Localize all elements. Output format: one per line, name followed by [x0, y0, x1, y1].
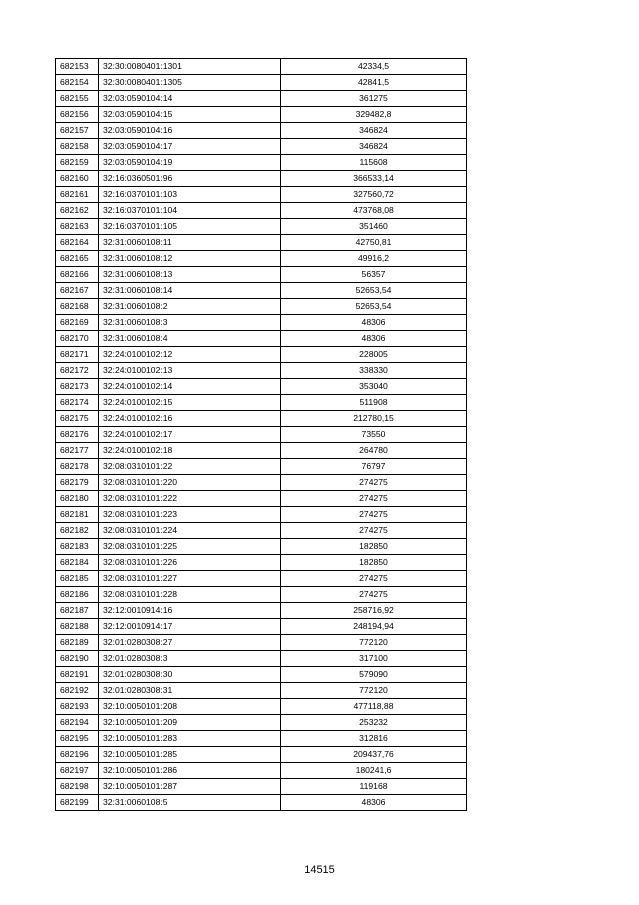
cadastral-number-cell: 32:12:0010914:17 [99, 619, 281, 635]
row-number-cell: 682160 [56, 171, 99, 187]
row-number-cell: 682168 [56, 299, 99, 315]
table-row [56, 571, 467, 587]
value-cell: 361275 [281, 91, 467, 107]
row-number-cell: 682196 [56, 747, 99, 763]
value-cell: 274275 [281, 587, 467, 603]
row-number-cell: 682174 [56, 395, 99, 411]
row-number-cell: 682153 [56, 59, 99, 75]
row-number-cell: 682171 [56, 347, 99, 363]
row-number-cell: 682191 [56, 667, 99, 683]
cadastral-number-cell: 32:03:0590104:16 [99, 123, 281, 139]
table-row [56, 619, 467, 635]
cadastral-number-cell: 32:31:0060108:2 [99, 299, 281, 315]
cadastral-number-cell: 32:31:0060108:13 [99, 267, 281, 283]
value-cell: 119168 [281, 779, 467, 795]
cadastral-number-cell: 32:10:0050101:283 [99, 731, 281, 747]
row-number-cell: 682178 [56, 459, 99, 475]
row-number-cell: 682167 [56, 283, 99, 299]
row-number-cell: 682197 [56, 763, 99, 779]
row-number-cell: 682180 [56, 491, 99, 507]
cadastral-number-cell: 32:24:0100102:16 [99, 411, 281, 427]
table-row [56, 139, 467, 155]
cadastral-number-cell: 32:24:0100102:15 [99, 395, 281, 411]
table-row [56, 331, 467, 347]
cadastral-number-cell: 32:16:0370101:105 [99, 219, 281, 235]
cadastral-number-cell: 32:24:0100102:18 [99, 443, 281, 459]
row-number-cell: 682165 [56, 251, 99, 267]
cadastral-number-cell: 32:08:0310101:223 [99, 507, 281, 523]
table-row [56, 363, 467, 379]
row-number-cell: 682182 [56, 523, 99, 539]
table-row [56, 443, 467, 459]
value-cell: 56357 [281, 267, 467, 283]
table-row [56, 635, 467, 651]
value-cell: 48306 [281, 795, 467, 811]
value-cell: 366533,14 [281, 171, 467, 187]
table-row [56, 203, 467, 219]
value-cell: 42750,81 [281, 235, 467, 251]
table-row [56, 395, 467, 411]
cadastral-number-cell: 32:08:0310101:220 [99, 475, 281, 491]
table-row [56, 107, 467, 123]
table-row [56, 283, 467, 299]
row-number-cell: 682185 [56, 571, 99, 587]
row-number-cell: 682163 [56, 219, 99, 235]
table-row [56, 699, 467, 715]
table-row [56, 187, 467, 203]
cadastral-number-cell: 32:03:0590104:14 [99, 91, 281, 107]
value-cell: 42334,5 [281, 59, 467, 75]
value-cell: 73550 [281, 427, 467, 443]
table-row [56, 747, 467, 763]
table-row [56, 59, 467, 75]
cadastral-number-cell: 32:31:0060108:4 [99, 331, 281, 347]
value-cell: 351460 [281, 219, 467, 235]
registry-table-body [56, 59, 467, 811]
value-cell: 274275 [281, 475, 467, 491]
row-number-cell: 682176 [56, 427, 99, 443]
cadastral-number-cell: 32:16:0370101:103 [99, 187, 281, 203]
row-number-cell: 682156 [56, 107, 99, 123]
value-cell: 180241,6 [281, 763, 467, 779]
table-row [56, 587, 467, 603]
row-number-cell: 682193 [56, 699, 99, 715]
cadastral-number-cell: 32:24:0100102:14 [99, 379, 281, 395]
table-row [56, 267, 467, 283]
cadastral-number-cell: 32:03:0590104:15 [99, 107, 281, 123]
value-cell: 209437,76 [281, 747, 467, 763]
page-number: 14515 [304, 864, 335, 876]
table-row [56, 251, 467, 267]
cadastral-number-cell: 32:08:0310101:228 [99, 587, 281, 603]
value-cell: 772120 [281, 635, 467, 651]
row-number-cell: 682159 [56, 155, 99, 171]
value-cell: 772120 [281, 683, 467, 699]
row-number-cell: 682184 [56, 555, 99, 571]
row-number-cell: 682192 [56, 683, 99, 699]
value-cell: 248194,94 [281, 619, 467, 635]
row-number-cell: 682183 [56, 539, 99, 555]
row-number-cell: 682155 [56, 91, 99, 107]
value-cell: 52653,54 [281, 283, 467, 299]
row-number-cell: 682154 [56, 75, 99, 91]
cadastral-number-cell: 32:03:0590104:19 [99, 155, 281, 171]
value-cell: 212780,15 [281, 411, 467, 427]
table-row [56, 299, 467, 315]
registry-table [55, 58, 467, 811]
value-cell: 52653,54 [281, 299, 467, 315]
table-row [56, 539, 467, 555]
value-cell: 329482,8 [281, 107, 467, 123]
table-row [56, 779, 467, 795]
value-cell: 264780 [281, 443, 467, 459]
cadastral-number-cell: 32:08:0310101:224 [99, 523, 281, 539]
value-cell: 274275 [281, 523, 467, 539]
cadastral-number-cell: 32:01:0280308:30 [99, 667, 281, 683]
cadastral-number-cell: 32:08:0310101:22 [99, 459, 281, 475]
table-row [56, 315, 467, 331]
value-cell: 317100 [281, 651, 467, 667]
cadastral-number-cell: 32:10:0050101:286 [99, 763, 281, 779]
row-number-cell: 682173 [56, 379, 99, 395]
cadastral-number-cell: 32:31:0060108:11 [99, 235, 281, 251]
row-number-cell: 682189 [56, 635, 99, 651]
value-cell: 579090 [281, 667, 467, 683]
row-number-cell: 682186 [56, 587, 99, 603]
row-number-cell: 682157 [56, 123, 99, 139]
value-cell: 49916,2 [281, 251, 467, 267]
cadastral-number-cell: 32:30:0080401:1305 [99, 75, 281, 91]
table-row [56, 379, 467, 395]
cadastral-number-cell: 32:01:0280308:3 [99, 651, 281, 667]
row-number-cell: 682162 [56, 203, 99, 219]
value-cell: 274275 [281, 571, 467, 587]
value-cell: 312816 [281, 731, 467, 747]
row-number-cell: 682158 [56, 139, 99, 155]
row-number-cell: 682187 [56, 603, 99, 619]
cadastral-number-cell: 32:31:0060108:3 [99, 315, 281, 331]
cadastral-number-cell: 32:24:0100102:17 [99, 427, 281, 443]
cadastral-number-cell: 32:30:0080401:1301 [99, 59, 281, 75]
value-cell: 182850 [281, 539, 467, 555]
row-number-cell: 682190 [56, 651, 99, 667]
value-cell: 511908 [281, 395, 467, 411]
table-row [56, 123, 467, 139]
cadastral-number-cell: 32:10:0050101:285 [99, 747, 281, 763]
table-row [56, 459, 467, 475]
table-row [56, 427, 467, 443]
table-row [56, 219, 467, 235]
table-row [56, 91, 467, 107]
cadastral-number-cell: 32:08:0310101:225 [99, 539, 281, 555]
table-row [56, 523, 467, 539]
table-row [56, 491, 467, 507]
value-cell: 477118,88 [281, 699, 467, 715]
value-cell: 274275 [281, 491, 467, 507]
cadastral-number-cell: 32:10:0050101:287 [99, 779, 281, 795]
cadastral-number-cell: 32:31:0060108:14 [99, 283, 281, 299]
table-row [56, 715, 467, 731]
table-row [56, 763, 467, 779]
table-row [56, 411, 467, 427]
value-cell: 48306 [281, 331, 467, 347]
table-row [56, 347, 467, 363]
cadastral-number-cell: 32:01:0280308:27 [99, 635, 281, 651]
table-row [56, 155, 467, 171]
row-number-cell: 682166 [56, 267, 99, 283]
cadastral-number-cell: 32:01:0280308:31 [99, 683, 281, 699]
value-cell: 115608 [281, 155, 467, 171]
table-row [56, 795, 467, 811]
value-cell: 228005 [281, 347, 467, 363]
row-number-cell: 682175 [56, 411, 99, 427]
table-row [56, 651, 467, 667]
table-row [56, 171, 467, 187]
cadastral-number-cell: 32:31:0060108:12 [99, 251, 281, 267]
table-row [56, 683, 467, 699]
row-number-cell: 682194 [56, 715, 99, 731]
cadastral-number-cell: 32:31:0060108:5 [99, 795, 281, 811]
value-cell: 182850 [281, 555, 467, 571]
value-cell: 473768,08 [281, 203, 467, 219]
table-row [56, 603, 467, 619]
table-row [56, 507, 467, 523]
row-number-cell: 682164 [56, 235, 99, 251]
cadastral-number-cell: 32:10:0050101:209 [99, 715, 281, 731]
row-number-cell: 682172 [56, 363, 99, 379]
row-number-cell: 682179 [56, 475, 99, 491]
cadastral-number-cell: 32:10:0050101:208 [99, 699, 281, 715]
cadastral-number-cell: 32:16:0370101:104 [99, 203, 281, 219]
row-number-cell: 682199 [56, 795, 99, 811]
cadastral-number-cell: 32:24:0100102:13 [99, 363, 281, 379]
cadastral-number-cell: 32:08:0310101:227 [99, 571, 281, 587]
value-cell: 353040 [281, 379, 467, 395]
table-row [56, 75, 467, 91]
row-number-cell: 682198 [56, 779, 99, 795]
cadastral-number-cell: 32:16:0360501:96 [99, 171, 281, 187]
value-cell: 258716,92 [281, 603, 467, 619]
cadastral-number-cell: 32:08:0310101:222 [99, 491, 281, 507]
value-cell: 338330 [281, 363, 467, 379]
table-row [56, 475, 467, 491]
value-cell: 346824 [281, 123, 467, 139]
cadastral-number-cell: 32:12:0010914:16 [99, 603, 281, 619]
value-cell: 346824 [281, 139, 467, 155]
value-cell: 253232 [281, 715, 467, 731]
table-row [56, 555, 467, 571]
table-row [56, 731, 467, 747]
row-number-cell: 682181 [56, 507, 99, 523]
row-number-cell: 682170 [56, 331, 99, 347]
value-cell: 274275 [281, 507, 467, 523]
value-cell: 42841,5 [281, 75, 467, 91]
row-number-cell: 682188 [56, 619, 99, 635]
row-number-cell: 682169 [56, 315, 99, 331]
cadastral-number-cell: 32:08:0310101:226 [99, 555, 281, 571]
row-number-cell: 682195 [56, 731, 99, 747]
row-number-cell: 682161 [56, 187, 99, 203]
table-row [56, 667, 467, 683]
value-cell: 76797 [281, 459, 467, 475]
row-number-cell: 682177 [56, 443, 99, 459]
cadastral-number-cell: 32:03:0590104:17 [99, 139, 281, 155]
table-row [56, 235, 467, 251]
value-cell: 48306 [281, 315, 467, 331]
value-cell: 327560,72 [281, 187, 467, 203]
cadastral-number-cell: 32:24:0100102:12 [99, 347, 281, 363]
